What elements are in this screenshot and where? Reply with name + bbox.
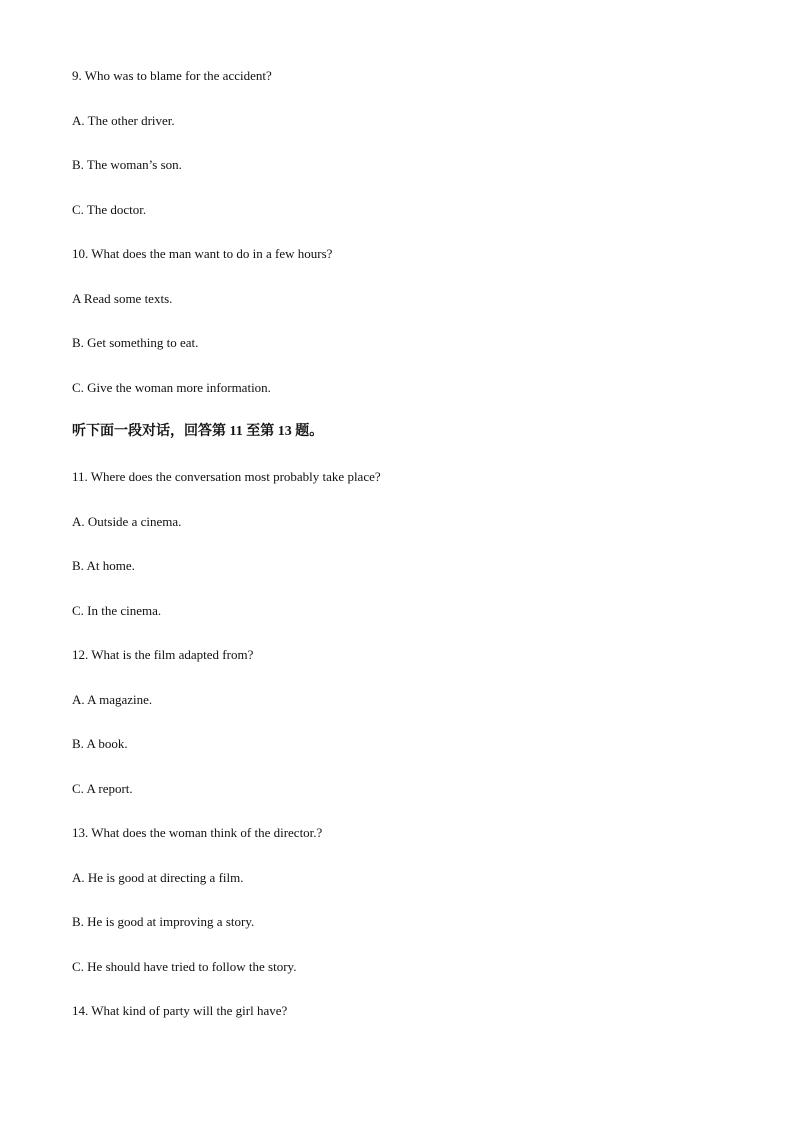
option-10-c: C. Give the woman more information. bbox=[72, 380, 271, 395]
question-13: 13. What does the woman think of the director.? bbox=[72, 825, 323, 840]
option-11-b: B. At home. bbox=[72, 558, 135, 573]
option-12-c: C. A report. bbox=[72, 781, 133, 796]
option-12-a: A. A magazine. bbox=[72, 692, 153, 707]
option-13-c: C. He should have tried to follow the story. bbox=[72, 959, 297, 974]
option-9-c: C. The doctor. bbox=[72, 202, 147, 217]
option-9-a: A. The other driver. bbox=[72, 113, 175, 128]
option-11-c: C. In the cinema. bbox=[72, 603, 162, 618]
option-9-b: B. The woman’s son. bbox=[72, 157, 182, 172]
option-10-b: B. Get something to eat. bbox=[72, 335, 199, 350]
question-12: 12. What is the film adapted from? bbox=[72, 647, 254, 662]
option-11-a: A. Outside a cinema. bbox=[72, 514, 182, 529]
question-10: 10. What does the man want to do in a few hours? bbox=[72, 246, 333, 261]
section-heading: 听下面一段对话，回答第 11 至第 13 题。 bbox=[72, 424, 324, 439]
question-11: 11. Where does the conversation most probably take place? bbox=[72, 469, 381, 484]
option-13-b: B. He is good at improving a story. bbox=[72, 914, 255, 929]
question-9: 9. Who was to blame for the accident? bbox=[72, 68, 272, 83]
option-10-a: A Read some texts. bbox=[72, 291, 173, 306]
option-13-a: A. He is good at directing a film. bbox=[72, 870, 244, 885]
option-12-b: B. A book. bbox=[72, 736, 128, 751]
question-14: 14. What kind of party will the girl have? bbox=[72, 1003, 288, 1018]
